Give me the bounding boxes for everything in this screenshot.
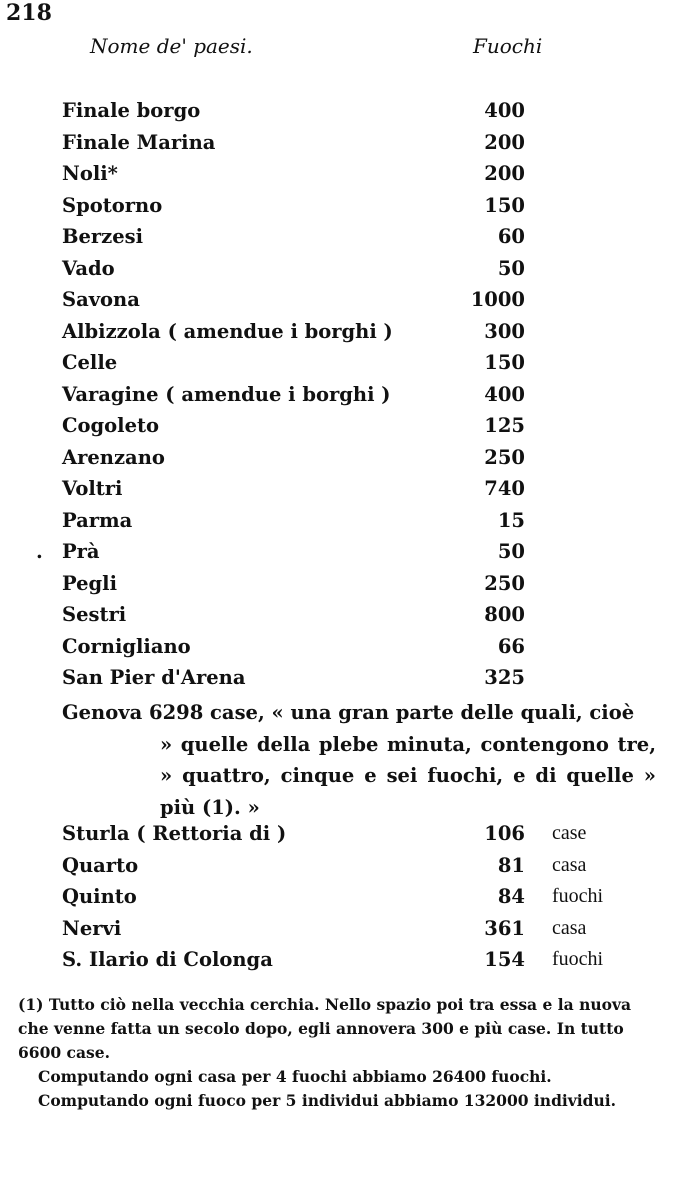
table-row [0,948,691,980]
page-number: 218 [6,0,52,26]
town-name: Parma [62,508,133,532]
town-name: Noli* [62,162,118,185]
town-name: Berzesi [62,225,144,248]
town-name: San Pier d'Arena [62,666,246,689]
towns-list [0,99,691,698]
town-name: Quinto [62,885,137,908]
fuochi-value: 400 [484,99,525,122]
table-row [0,885,691,917]
column-header-name: Nome de' paesi. [90,34,253,58]
table-row [0,414,691,446]
unit-label: casa [552,853,587,876]
town-name: Finale Marina [62,130,216,154]
fuochi-value: 250 [484,571,525,595]
table-row [0,822,691,854]
table-row [0,383,691,415]
table-row [0,540,691,572]
fuochi-value: 250 [484,445,525,469]
fuochi-value: 150 [484,193,525,217]
count-value: 84 [497,885,525,908]
fuochi-value: 66 [497,634,525,658]
table-row [0,351,691,383]
fuochi-value: 50 [497,540,525,563]
fuochi-value: 150 [484,351,525,374]
unit-label: fuochi [552,885,604,907]
fuochi-value: 400 [484,382,525,406]
fuochi-value: 60 [497,225,525,248]
table-row [0,477,691,509]
town-name: Sturla ( Rettoria di ) [62,822,287,845]
table-row [0,572,691,604]
town-name: Quarto [62,853,139,877]
fuochi-value: 740 [484,477,525,500]
table-row [0,320,691,352]
town-name: Voltri [62,477,123,500]
count-value: 361 [484,916,525,940]
footnote-text: (1) Tutto ciò nella vecchia cerchia. Nello spazio poi tra essa e la nuova che venne fatta un secolo dopo, egli annovera 300 e più case. In tutto 6600 case. [18,995,631,1062]
table-row [0,194,691,226]
table-row [0,225,691,257]
town-name: Sestri [62,603,127,626]
table-row [0,99,691,131]
calculation-line: Computando ogni casa per 4 fuochi abbiamo 26400 fuochi. [38,1067,552,1086]
genova-continuation: » quelle della plebe minuta, contengono tre, » quattro, cinque e sei fuochi, e di quelle » più (1). » [160,732,656,819]
town-name: Spotorno [62,193,163,217]
table-row [0,603,691,635]
unit-label: case [552,822,587,844]
town-name: Savona [62,288,140,311]
town-name: Prà [62,540,100,563]
town-name: Cogoleto [62,414,159,437]
town-name: Varagine ( amendue i borghi ) [62,382,391,406]
town-name: Celle [62,351,118,374]
town-name: Albizzola ( amendue i borghi ) [62,319,393,343]
fuochi-value: 125 [484,414,525,437]
table-row [0,917,691,949]
fuochi-value: 200 [484,162,525,185]
town-name: Arenzano [62,445,165,469]
fuochi-value: 800 [484,603,525,626]
fuochi-value: 15 [497,508,525,532]
table-row [0,854,691,886]
town-name: Cornigliano [62,634,191,658]
fuochi-value: 50 [497,256,525,280]
bullet-dot: . [36,540,43,563]
town-name: Pegli [62,571,117,595]
town-name: S. Ilario di Colonga [62,948,273,971]
column-header-fuochi: Fuochi [473,34,543,58]
table-row [0,257,691,289]
town-name: Finale borgo [62,99,201,122]
town-name: Vado [62,256,115,280]
count-value: 81 [497,853,525,877]
fuochi-value: 200 [484,130,525,154]
count-value: 154 [484,948,525,971]
count-value: 106 [484,822,525,845]
table-row [0,446,691,478]
fuochi-value: 325 [484,666,525,689]
table-row [0,131,691,163]
table-row [0,162,691,194]
table-row [0,288,691,320]
fuochi-value: 300 [484,319,525,343]
genova-first-line: Genova 6298 case, « una gran parte delle quali, cioè [62,701,635,724]
town-name: Nervi [62,916,122,940]
fuochi-value: 1000 [470,288,525,311]
table-row [0,635,691,667]
unit-label: fuochi [552,948,604,970]
calculation-line: Computando ogni fuoco per 5 individui abbiamo 132000 individui. [38,1091,617,1110]
towns-list-2 [0,822,691,980]
table-row [0,666,691,698]
unit-label: casa [552,916,587,939]
genova-paragraph [62,697,656,823]
table-row [0,509,691,541]
footnote [18,993,658,1113]
